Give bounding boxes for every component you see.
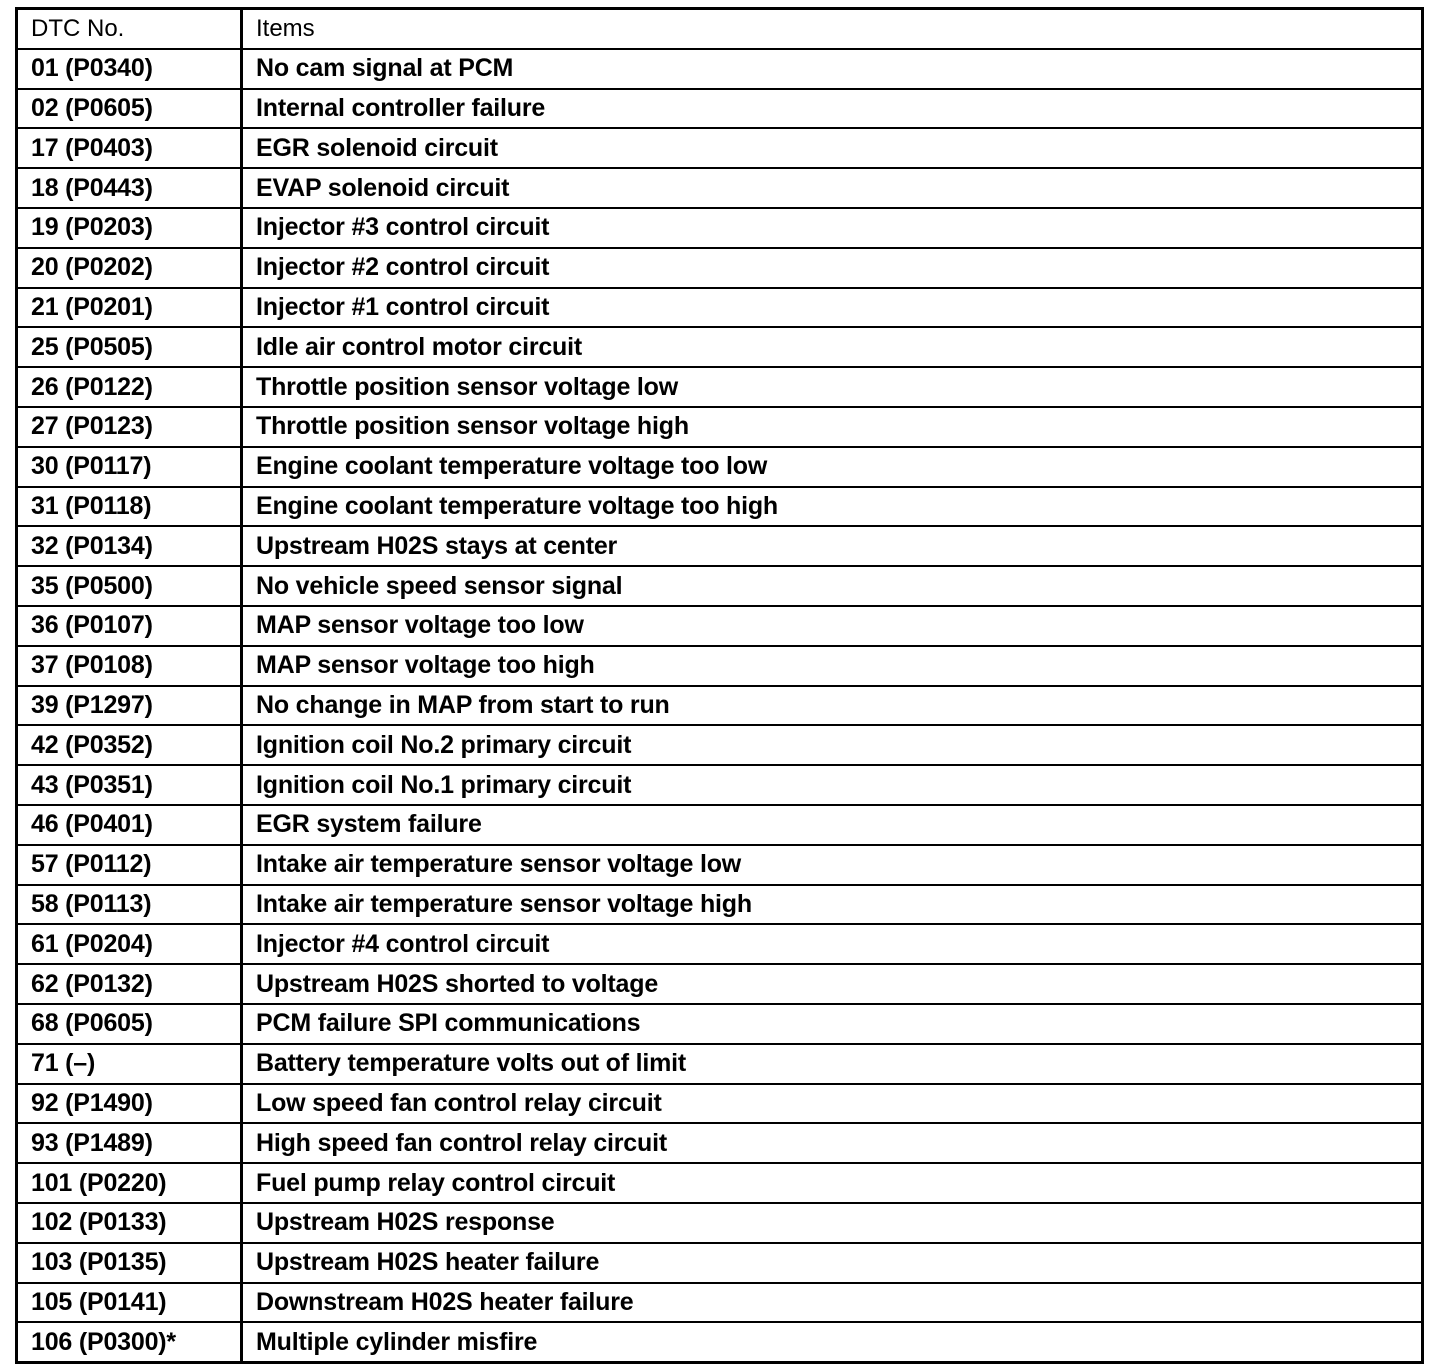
- dtc-code-cell: 27 (P0123): [17, 407, 242, 447]
- dtc-code-cell: 19 (P0203): [17, 208, 242, 248]
- item-description-cell: Engine coolant temperature voltage too low: [242, 447, 1423, 487]
- dtc-code-cell: 42 (P0352): [17, 725, 242, 765]
- dtc-code-cell: 32 (P0134): [17, 526, 242, 566]
- item-description-cell: Ignition coil No.1 primary circuit: [242, 765, 1423, 805]
- item-description-cell: Upstream H02S stays at center: [242, 526, 1423, 566]
- table-row: [17, 1123, 1423, 1163]
- item-description-cell: Injector #3 control circuit: [242, 208, 1423, 248]
- table-row: [17, 407, 1423, 447]
- table-row: [17, 885, 1423, 925]
- item-description-cell: Injector #1 control circuit: [242, 288, 1423, 328]
- item-description-cell: MAP sensor voltage too high: [242, 646, 1423, 686]
- dtc-code-cell: 62 (P0132): [17, 964, 242, 1004]
- table-row: [17, 1322, 1423, 1362]
- dtc-code-cell: 37 (P0108): [17, 646, 242, 686]
- item-description-cell: PCM failure SPI communications: [242, 1004, 1423, 1044]
- item-description-cell: No cam signal at PCM: [242, 49, 1423, 89]
- item-description-cell: Throttle position sensor voltage low: [242, 367, 1423, 407]
- table-row: [17, 765, 1423, 805]
- dtc-code-cell: 31 (P0118): [17, 487, 242, 527]
- table-row: [17, 487, 1423, 527]
- dtc-code-cell: 106 (P0300)*: [17, 1322, 242, 1362]
- item-description-cell: Battery temperature volts out of limit: [242, 1044, 1423, 1084]
- item-description-cell: EVAP solenoid circuit: [242, 168, 1423, 208]
- dtc-code-cell: 30 (P0117): [17, 447, 242, 487]
- table-row: [17, 248, 1423, 288]
- item-description-cell: Low speed fan control relay circuit: [242, 1084, 1423, 1124]
- dtc-code-cell: 02 (P0605): [17, 89, 242, 129]
- header-items: Items: [242, 9, 1423, 49]
- dtc-table: [15, 7, 1424, 1364]
- dtc-code-cell: 57 (P0112): [17, 845, 242, 885]
- table-body: [17, 49, 1423, 1363]
- item-description-cell: Injector #4 control circuit: [242, 924, 1423, 964]
- table-row: [17, 49, 1423, 89]
- item-description-cell: Intake air temperature sensor voltage high: [242, 885, 1423, 925]
- table-row: [17, 805, 1423, 845]
- item-description-cell: MAP sensor voltage too low: [242, 606, 1423, 646]
- dtc-code-cell: 102 (P0133): [17, 1203, 242, 1243]
- table-row: [17, 367, 1423, 407]
- dtc-code-cell: 93 (P1489): [17, 1123, 242, 1163]
- table-row: [17, 128, 1423, 168]
- item-description-cell: EGR system failure: [242, 805, 1423, 845]
- header-dtc-no: DTC No.: [17, 9, 242, 49]
- item-description-cell: Upstream H02S response: [242, 1203, 1423, 1243]
- item-description-cell: No change in MAP from start to run: [242, 686, 1423, 726]
- dtc-code-cell: 20 (P0202): [17, 248, 242, 288]
- table-row: [17, 606, 1423, 646]
- table-row: [17, 447, 1423, 487]
- dtc-code-cell: 101 (P0220): [17, 1163, 242, 1203]
- dtc-code-cell: 35 (P0500): [17, 566, 242, 606]
- table-row: [17, 89, 1423, 129]
- item-description-cell: Fuel pump relay control circuit: [242, 1163, 1423, 1203]
- item-description-cell: EGR solenoid circuit: [242, 128, 1423, 168]
- table-row: [17, 1163, 1423, 1203]
- table-row: [17, 725, 1423, 765]
- item-description-cell: High speed fan control relay circuit: [242, 1123, 1423, 1163]
- dtc-code-cell: 17 (P0403): [17, 128, 242, 168]
- dtc-code-cell: 18 (P0443): [17, 168, 242, 208]
- item-description-cell: Ignition coil No.2 primary circuit: [242, 725, 1423, 765]
- table-row: [17, 924, 1423, 964]
- item-description-cell: Multiple cylinder misfire: [242, 1322, 1423, 1362]
- table-row: [17, 288, 1423, 328]
- table-row: [17, 168, 1423, 208]
- dtc-code-cell: 39 (P1297): [17, 686, 242, 726]
- table-row: [17, 1084, 1423, 1124]
- table-row: [17, 964, 1423, 1004]
- dtc-code-cell: 43 (P0351): [17, 765, 242, 805]
- item-description-cell: Upstream H02S heater failure: [242, 1243, 1423, 1283]
- item-description-cell: Internal controller failure: [242, 89, 1423, 129]
- table-row: [17, 1243, 1423, 1283]
- item-description-cell: Engine coolant temperature voltage too high: [242, 487, 1423, 527]
- dtc-code-cell: 58 (P0113): [17, 885, 242, 925]
- table-row: [17, 1203, 1423, 1243]
- header-row: [17, 9, 1423, 49]
- dtc-code-cell: 01 (P0340): [17, 49, 242, 89]
- dtc-code-cell: 71 (–): [17, 1044, 242, 1084]
- dtc-code-cell: 21 (P0201): [17, 288, 242, 328]
- item-description-cell: Idle air control motor circuit: [242, 327, 1423, 367]
- dtc-code-cell: 105 (P0141): [17, 1283, 242, 1323]
- dtc-code-cell: 68 (P0605): [17, 1004, 242, 1044]
- table-row: [17, 646, 1423, 686]
- table-row: [17, 327, 1423, 367]
- item-description-cell: Upstream H02S shorted to voltage: [242, 964, 1423, 1004]
- dtc-code-cell: 61 (P0204): [17, 924, 242, 964]
- item-description-cell: Downstream H02S heater failure: [242, 1283, 1423, 1323]
- table-row: [17, 566, 1423, 606]
- dtc-code-cell: 46 (P0401): [17, 805, 242, 845]
- table-row: [17, 1283, 1423, 1323]
- item-description-cell: Injector #2 control circuit: [242, 248, 1423, 288]
- dtc-code-cell: 26 (P0122): [17, 367, 242, 407]
- table-row: [17, 1044, 1423, 1084]
- dtc-code-cell: 25 (P0505): [17, 327, 242, 367]
- table-row: [17, 1004, 1423, 1044]
- item-description-cell: Throttle position sensor voltage high: [242, 407, 1423, 447]
- table-row: [17, 526, 1423, 566]
- dtc-code-cell: 36 (P0107): [17, 606, 242, 646]
- table-row: [17, 686, 1423, 726]
- dtc-code-cell: 92 (P1490): [17, 1084, 242, 1124]
- item-description-cell: No vehicle speed sensor signal: [242, 566, 1423, 606]
- item-description-cell: Intake air temperature sensor voltage low: [242, 845, 1423, 885]
- table-row: [17, 208, 1423, 248]
- table-row: [17, 845, 1423, 885]
- dtc-code-cell: 103 (P0135): [17, 1243, 242, 1283]
